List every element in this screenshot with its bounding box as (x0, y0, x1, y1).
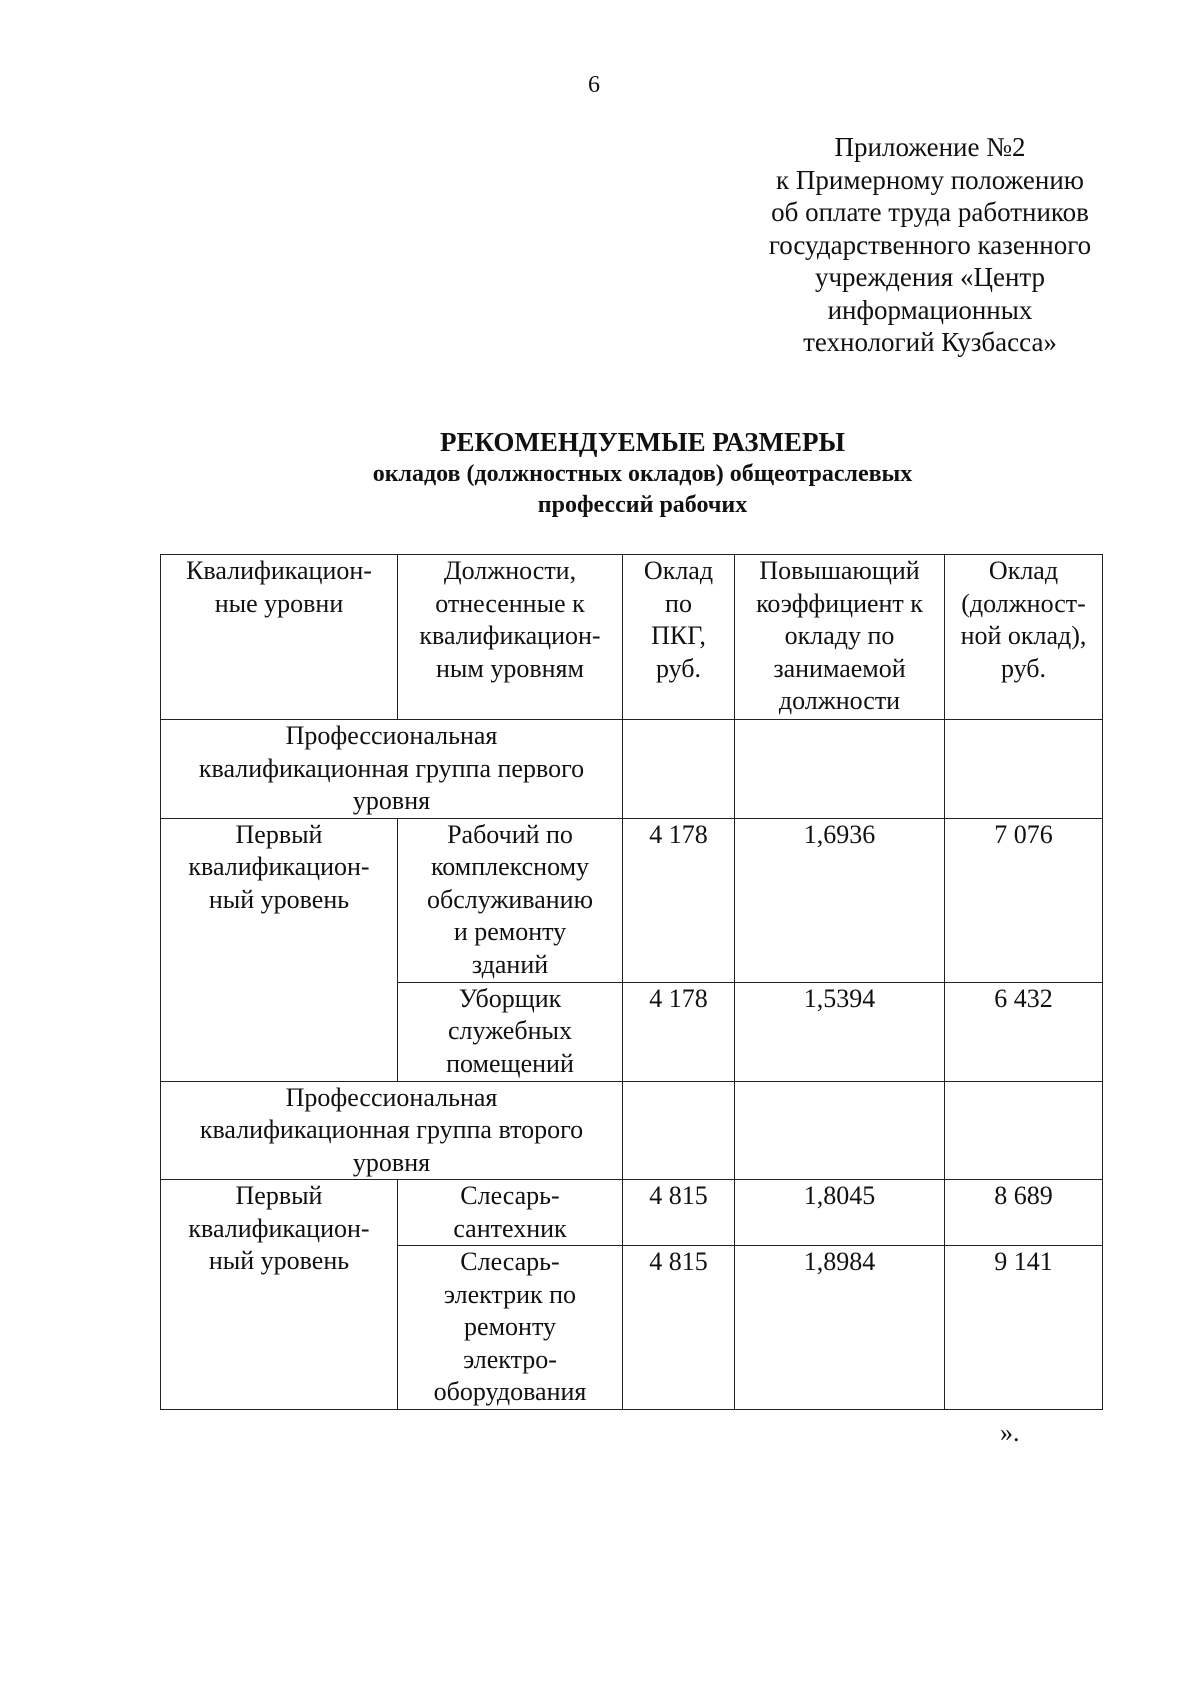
header-line: руб. (655, 653, 702, 683)
position-line: зданий (471, 949, 549, 979)
position-name (398, 1180, 623, 1246)
header-line: (должност- (961, 588, 1086, 618)
header-line: ПКГ, (651, 621, 706, 650)
title-main: РЕКОМЕНДУЕМЫЕ РАЗМЕРЫ (440, 427, 845, 457)
position-line: и ремонту (453, 917, 567, 946)
header-line: руб. (1000, 653, 1047, 683)
empty-cell (735, 1081, 945, 1180)
position-line: Рабочий по (447, 819, 573, 849)
level-line: квалификацион- (188, 852, 370, 881)
position-line: помещений (446, 1048, 574, 1078)
group-title-line: уровня (352, 786, 431, 815)
position-line: электро- (463, 1344, 557, 1374)
header-line: отнесенные к (435, 588, 585, 618)
coefficient-value: 1,8045 (735, 1180, 945, 1246)
appendix-note (740, 131, 1120, 359)
appendix-line: государственного казенного (768, 229, 1092, 260)
empty-cell (623, 720, 735, 819)
header-coefficient (735, 555, 945, 720)
position-line: ремонту (464, 1312, 556, 1341)
qualification-level (161, 1180, 398, 1410)
header-line: Оклад (643, 556, 714, 585)
title-sub-line: профессий рабочих (537, 492, 748, 518)
header-line: по (665, 588, 692, 618)
pkg-salary-value: 4 815 (623, 1246, 735, 1410)
level-line: квалификацион- (188, 1213, 370, 1243)
empty-cell (945, 1081, 1103, 1180)
appendix-line: информационных (827, 294, 1033, 325)
pkg-salary-value: 4 178 (623, 982, 735, 1081)
group-title (161, 1081, 623, 1180)
group-title (161, 720, 623, 819)
header-line: занимаемой (773, 653, 906, 683)
salary-table (160, 554, 1103, 1410)
total-salary-value: 9 141 (945, 1246, 1103, 1410)
header-line: квалификацион- (419, 621, 601, 650)
coefficient-value: 1,8984 (735, 1246, 945, 1410)
empty-cell (623, 1081, 735, 1180)
position-line: комплексному (430, 852, 590, 881)
group-title-row (161, 720, 1103, 819)
closing-quote: ». (1000, 1418, 1020, 1447)
empty-cell (735, 720, 945, 819)
position-name (398, 982, 623, 1081)
total-salary-value: 7 076 (945, 818, 1103, 982)
page-number: 6 (588, 72, 600, 98)
coefficient-value: 1,5394 (735, 982, 945, 1081)
position-line: сантехник (453, 1213, 567, 1243)
position-line: оборудования (433, 1377, 587, 1406)
qualification-level (161, 818, 398, 1081)
header-line: должности (778, 686, 901, 715)
pkg-salary-value: 4 815 (623, 1180, 735, 1246)
header-positions (398, 555, 623, 720)
group-title-line: Профессиональная (285, 721, 498, 750)
level-line: Первый (235, 1181, 323, 1210)
header-qualification-levels (161, 555, 398, 720)
position-line: Слесарь- (460, 1247, 560, 1276)
group-title-line: квалификационная группа второго (199, 1115, 584, 1144)
position-line: электрик по (443, 1279, 577, 1309)
table-row (161, 818, 1103, 982)
position-line: Слесарь- (460, 1181, 560, 1210)
appendix-line: Приложение №2 (834, 132, 1026, 162)
total-salary-value: 8 689 (945, 1180, 1103, 1246)
header-line: Повышающий (759, 556, 920, 585)
title-sub-line: окладов (должностных окладов) общеотраслевых (372, 461, 913, 487)
position-line: служебных (448, 1016, 572, 1045)
document-title (0, 425, 1200, 521)
group-title-line: квалификационная группа первого (198, 753, 585, 783)
header-line: ной оклад), (960, 621, 1087, 650)
header-line: окладу по (784, 621, 895, 650)
position-line: Уборщик (458, 983, 562, 1013)
header-line: ным уровням (436, 653, 584, 683)
group-title-row (161, 1081, 1103, 1180)
level-line: ный уровень (208, 884, 350, 914)
table-row (161, 1180, 1103, 1246)
appendix-line: технологий Кузбасса» (803, 327, 1057, 357)
header-pkg-salary (623, 555, 735, 720)
position-name (398, 1246, 623, 1410)
position-name (398, 818, 623, 982)
appendix-line: об оплате труда работников (771, 197, 1089, 227)
group-title-line: Профессиональная (285, 1082, 498, 1112)
coefficient-value: 1,6936 (735, 818, 945, 982)
total-salary-value: 6 432 (945, 982, 1103, 1081)
header-line: ные уровни (214, 588, 344, 618)
level-line: Первый (235, 819, 323, 849)
header-total-salary (945, 555, 1103, 720)
group-title-line: уровня (352, 1147, 431, 1177)
appendix-line: к Примерному положению (776, 164, 1084, 195)
pkg-salary-value: 4 178 (623, 818, 735, 982)
appendix-line: учреждения «Центр (814, 262, 1046, 292)
header-line: Оклад (988, 556, 1059, 585)
header-line: Должности, (443, 556, 577, 585)
header-line: коэффициент к (756, 588, 923, 618)
header-line: Квалификацион- (186, 556, 372, 585)
position-line: обслуживанию (426, 884, 593, 914)
empty-cell (945, 720, 1103, 819)
level-line: ный уровень (208, 1246, 350, 1275)
table-header-row (161, 555, 1103, 720)
